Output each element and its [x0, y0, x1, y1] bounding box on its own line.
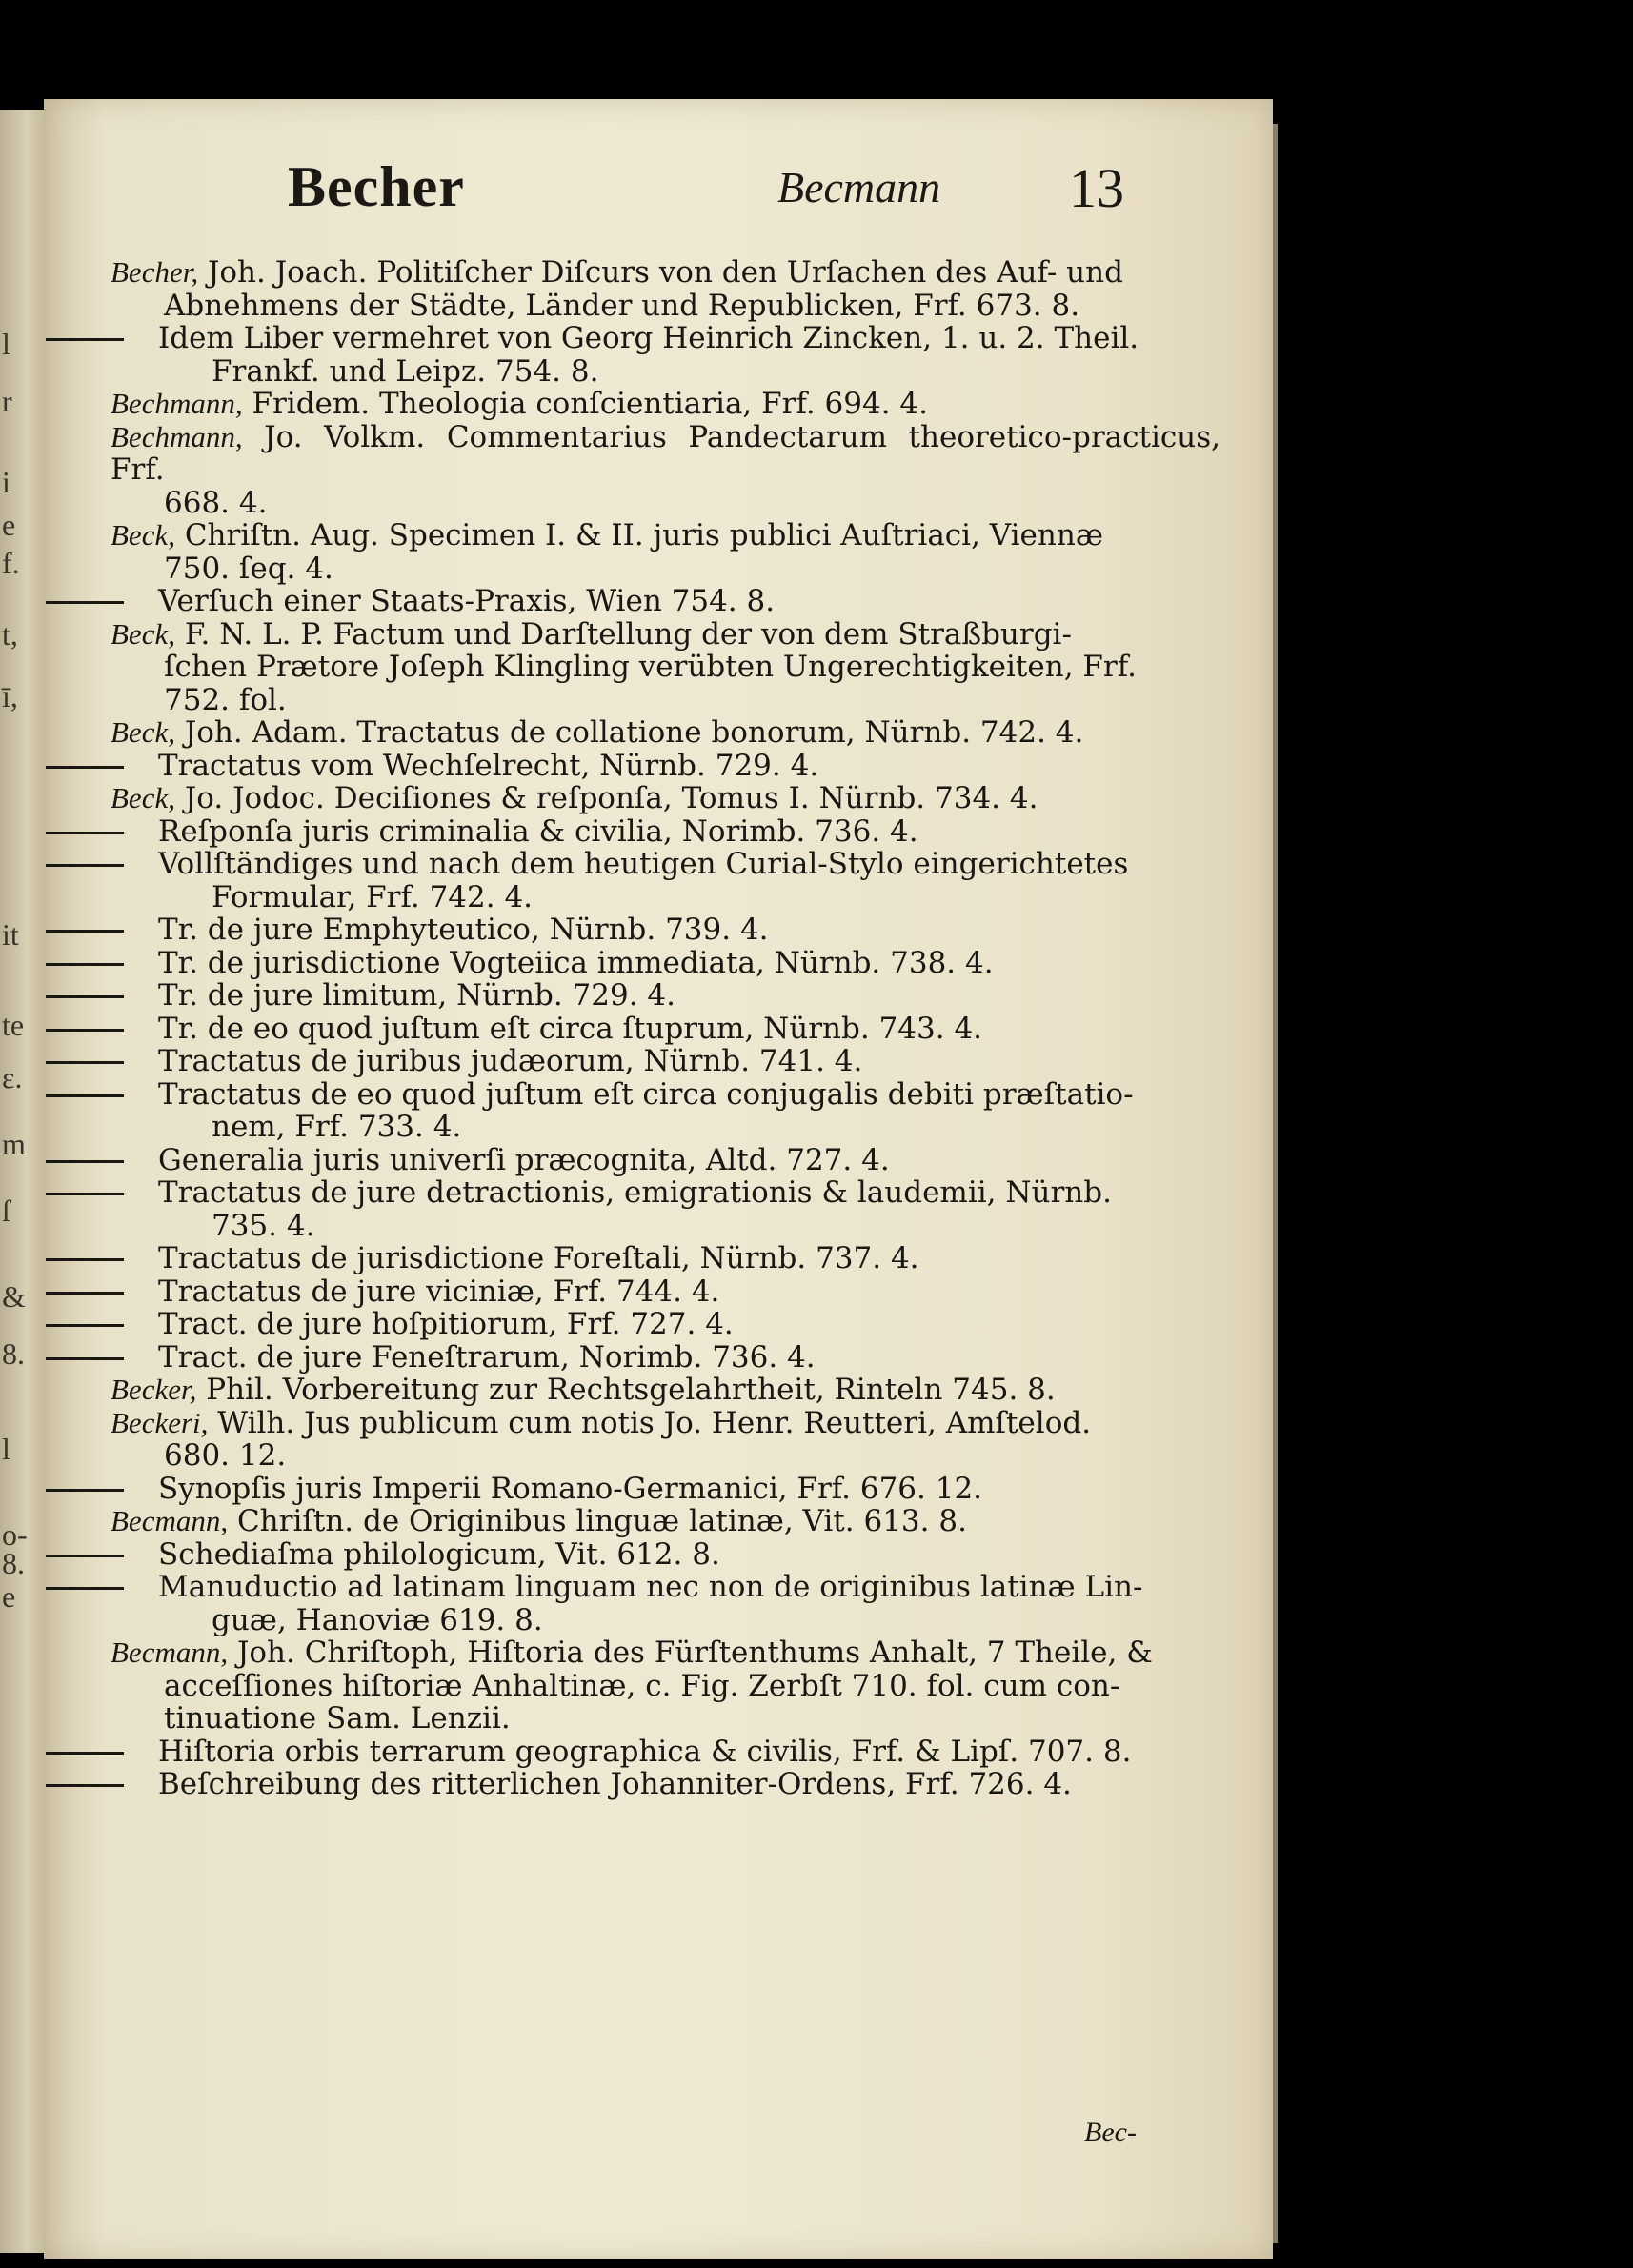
ditto-dash: [46, 1258, 124, 1261]
bibliography-list: [44, 256, 1273, 1801]
previous-page-fragment: 8.: [2, 1336, 25, 1371]
entry-text: Tr. de eo quod juſtum eſt circa ſtuprum, Nürnb. 743. 4.: [158, 1011, 983, 1046]
author-name: Bechmann,: [111, 419, 243, 453]
author-entry: [111, 1374, 1220, 1407]
entry-text: Tractatus vom Wechſelrecht, Nürnb. 729. 4.: [158, 748, 819, 783]
previous-page-fragment: l: [2, 1432, 10, 1466]
author-entry: [111, 782, 1220, 815]
sub-entry: [158, 913, 1220, 947]
entry-text: Joh. Chriſtoph, Hiſtoria des Fürſtenthums Anhalt, 7 Theile, &: [236, 1636, 1153, 1670]
entry-continuation: acceſſiones hiſtoriæ Anhaltinæ, c. Fig. Zerbſt 710. fol. cum con-: [164, 1668, 1120, 1703]
previous-page-fragment: f.: [2, 546, 20, 580]
entry-continuation: tinuatione Sam. Lenzii.: [164, 1701, 511, 1736]
previous-page-fragment: o-: [2, 1517, 28, 1552]
previous-page-fragment: l: [2, 327, 10, 361]
ditto-dash: [46, 1555, 124, 1557]
previous-page-edge: [0, 110, 44, 2253]
sub-entry: [158, 1768, 1220, 1801]
sub-entry: [158, 585, 1220, 618]
entry-text: Fridem. Theologia conſcientiaria, Frf. 694. 4.: [252, 387, 929, 421]
sub-entry: [158, 1275, 1220, 1309]
author-entry: [111, 388, 1220, 421]
previous-page-fragment: i: [2, 465, 10, 499]
author-entry: [111, 1505, 1220, 1538]
previous-page-fragment: &: [2, 1279, 26, 1314]
entry-continuation: 680. 12.: [164, 1438, 287, 1473]
entry-continuation: 750. ſeq. 4.: [164, 551, 333, 586]
sub-entry: [158, 750, 1220, 783]
ditto-dash: [46, 1193, 124, 1195]
previous-page-fragment: it: [2, 917, 19, 952]
sub-entry: [158, 848, 1220, 913]
entry-continuation: Abnehmens der Städte, Länder und Republicken, Frf. 673. 8.: [164, 288, 1080, 323]
sub-entry: [158, 1176, 1220, 1242]
sub-entry: [158, 1736, 1220, 1769]
previous-page-fragment: 8.: [2, 1546, 25, 1580]
author-name: Becker,: [111, 1373, 197, 1406]
ditto-dash: [46, 995, 124, 998]
header-left-word: Becher: [288, 155, 465, 218]
entry-text: Manuductio ad latinam linguam nec non de originibus latinæ Lin-: [158, 1570, 1143, 1604]
entry-continuation: Formular, Frf. 742. 4.: [212, 879, 534, 914]
author-name: Becmann,: [111, 1636, 229, 1669]
ditto-dash: [46, 930, 124, 933]
author-entry: [111, 1636, 1220, 1736]
entry-text: Tr. de jure limitum, Nürnb. 729. 4.: [158, 978, 675, 1013]
ditto-dash: [46, 1029, 124, 1032]
entry-text: Chriſtn. Aug. Specimen I. & II. juris publici Auſtriaci, Viennæ: [184, 518, 1103, 552]
entry-continuation: guæ, Hanoviæ 619. 8.: [212, 1602, 543, 1637]
entry-text: Vollſtändiges und nach dem heutigen Curial-Stylo eingerichtetes: [158, 847, 1129, 881]
entry-text: Tractatus de jurisdictione Foreſtali, Nürnb. 737. 4.: [158, 1241, 919, 1275]
entry-continuation: Frankf. und Leipz. 754. 8.: [212, 353, 599, 389]
author-name: Beck,: [111, 518, 175, 552]
sub-entry: [158, 1078, 1220, 1144]
ditto-dash: [46, 1752, 124, 1755]
ditto-dash: [46, 1061, 124, 1064]
running-header: [44, 147, 1273, 232]
entry-text: Tractatus de jure viciniæ, Frf. 744. 4.: [158, 1274, 720, 1309]
sub-entry: [158, 1308, 1220, 1341]
entry-text: Hiſtoria orbis terrarum geographica & civilis, Frf. & Lipſ. 707. 8.: [158, 1734, 1132, 1769]
ditto-dash: [46, 1292, 124, 1295]
entry-text: Beſchreibung des ritterlichen Johanniter-Ordens, Frf. 726. 4.: [158, 1767, 1072, 1801]
ditto-dash: [46, 338, 124, 341]
previous-page-fragment: e: [2, 1579, 16, 1614]
author-name: Beckeri,: [111, 1405, 209, 1439]
previous-page-fragment: ε.: [2, 1060, 23, 1094]
sub-entry: [158, 1013, 1220, 1046]
ditto-dash: [46, 963, 124, 966]
ditto-dash: [46, 864, 124, 867]
author-entry: [111, 421, 1220, 520]
previous-page-fragment: r: [2, 384, 12, 418]
author-entry: [111, 618, 1220, 717]
author-name: Beck,: [111, 715, 175, 749]
author-name: Bechmann,: [111, 387, 243, 420]
sub-entry: [158, 1473, 1220, 1506]
entry-text: Tr. de jurisdictione Vogteiica immediata, Nürnb. 738. 4.: [158, 945, 994, 980]
previous-page-fragment: te: [2, 1008, 25, 1042]
entry-text: Tractatus de jure detractionis, emigrationis & laudemii, Nürnb.: [158, 1175, 1112, 1210]
sub-entry: [158, 1341, 1220, 1375]
entry-text: Joh. Adam. Tractatus de collatione bonorum, Nürnb. 742. 4.: [184, 715, 1084, 750]
entry-continuation: nem, Frf. 733. 4.: [212, 1110, 462, 1144]
entry-text: Verſuch einer Staats-Praxis, Wien 754. 8.: [158, 584, 776, 618]
entry-text: Tractatus de juribus judæorum, Nürnb. 741. 4.: [158, 1044, 863, 1078]
entry-text: Tr. de jure Emphyteutico, Nürnb. 739. 4.: [158, 913, 769, 947]
sub-entry: [158, 1538, 1220, 1572]
sub-entry: [158, 979, 1220, 1013]
previous-page-fragment: t,: [2, 617, 18, 652]
catchword: Bec-: [1084, 2117, 1137, 2148]
ditto-dash: [46, 601, 124, 604]
sub-entry: [158, 947, 1220, 980]
entry-text: Chriſtn. de Originibus linguæ latinæ, Vit. 613. 8.: [236, 1504, 967, 1538]
entry-continuation: 752. fol.: [164, 682, 287, 717]
entry-text: Synopſis juris Imperii Romano-Germanici, Frf. 676. 12.: [158, 1471, 983, 1506]
entry-text: Tractatus de eo quod juſtum eſt circa conjugalis debiti præſtatio-: [158, 1076, 1134, 1112]
ditto-dash: [46, 1324, 124, 1327]
page-edge: [1273, 124, 1278, 2243]
author-entry: [111, 256, 1220, 322]
author-entry: [111, 716, 1220, 750]
sub-entry: [158, 815, 1220, 849]
entry-text: Tract. de jure Feneſtrarum, Norimb. 736. 4.: [158, 1339, 816, 1375]
header-center-word: Becmann: [777, 163, 941, 211]
ditto-dash: [46, 766, 124, 769]
entry-text: Phil. Vorbereitung zur Rechtsgelahrtheit, Rinteln 745. 8.: [206, 1373, 1056, 1407]
previous-page-fragment: ī,: [2, 679, 18, 713]
book-page: [44, 99, 1273, 2259]
ditto-dash: [46, 832, 124, 834]
entry-text: Tract. de jure hoſpitiorum, Frf. 727. 4.: [158, 1307, 734, 1341]
entry-text: Generalia juris univerſi præcognita, Altd. 727. 4.: [158, 1142, 890, 1177]
entry-continuation: 735. 4.: [212, 1208, 315, 1243]
entry-text: Wilh. Jus publicum cum notis Jo. Henr. Reutteri, Amſtelod.: [217, 1405, 1092, 1440]
ditto-dash: [46, 1357, 124, 1360]
entry-text: F. N. L. P. Factum und Darſtellung der von dem Straßburgi-: [184, 616, 1072, 652]
author-name: Beck,: [111, 781, 175, 814]
previous-page-fragment: m: [2, 1127, 26, 1161]
author-name: Beck,: [111, 616, 175, 651]
ditto-dash: [46, 1094, 124, 1097]
author-name: Becmann,: [111, 1504, 229, 1537]
page-number: 13: [1069, 157, 1124, 219]
entry-text: Joh. Joach. Politiſcher Diſcurs von den Urſachen des Auf- und: [207, 255, 1123, 290]
sub-entry: [158, 1045, 1220, 1078]
sub-entry: [158, 1144, 1220, 1177]
ditto-dash: [46, 1784, 124, 1787]
previous-page-fragment: ſ: [2, 1194, 10, 1228]
entry-text: Idem Liber vermehret von Georg Heinrich Zincken, 1. u. 2. Theil.: [158, 321, 1139, 355]
entry-text: Jo. Volkm. Commentarius Pandectarum theoretico-practicus, Frf.: [111, 419, 1220, 487]
entry-continuation: 668. 4.: [164, 485, 268, 520]
author-entry: [111, 1407, 1220, 1473]
sub-entry: [158, 1571, 1220, 1636]
entry-continuation: ſchen Prætore Joſeph Klingling verübten Ungerechtigkeiten, Frf.: [164, 650, 1137, 684]
ditto-dash: [46, 1587, 124, 1590]
sub-entry: [158, 322, 1220, 388]
ditto-dash: [46, 1489, 124, 1492]
ditto-dash: [46, 1160, 124, 1163]
author-name: Becher,: [111, 255, 199, 289]
author-entry: [111, 519, 1220, 585]
entry-text: Schediaſma philologicum, Vit. 612. 8.: [158, 1536, 720, 1572]
previous-page-fragment: e: [2, 508, 16, 542]
entry-text: Jo. Jodoc. Deciſiones & reſponſa, Tomus I. Nürnb. 734. 4.: [184, 781, 1038, 815]
entry-text: Reſponſa juris criminalia & civilia, Norimb. 736. 4.: [158, 813, 918, 849]
sub-entry: [158, 1242, 1220, 1275]
